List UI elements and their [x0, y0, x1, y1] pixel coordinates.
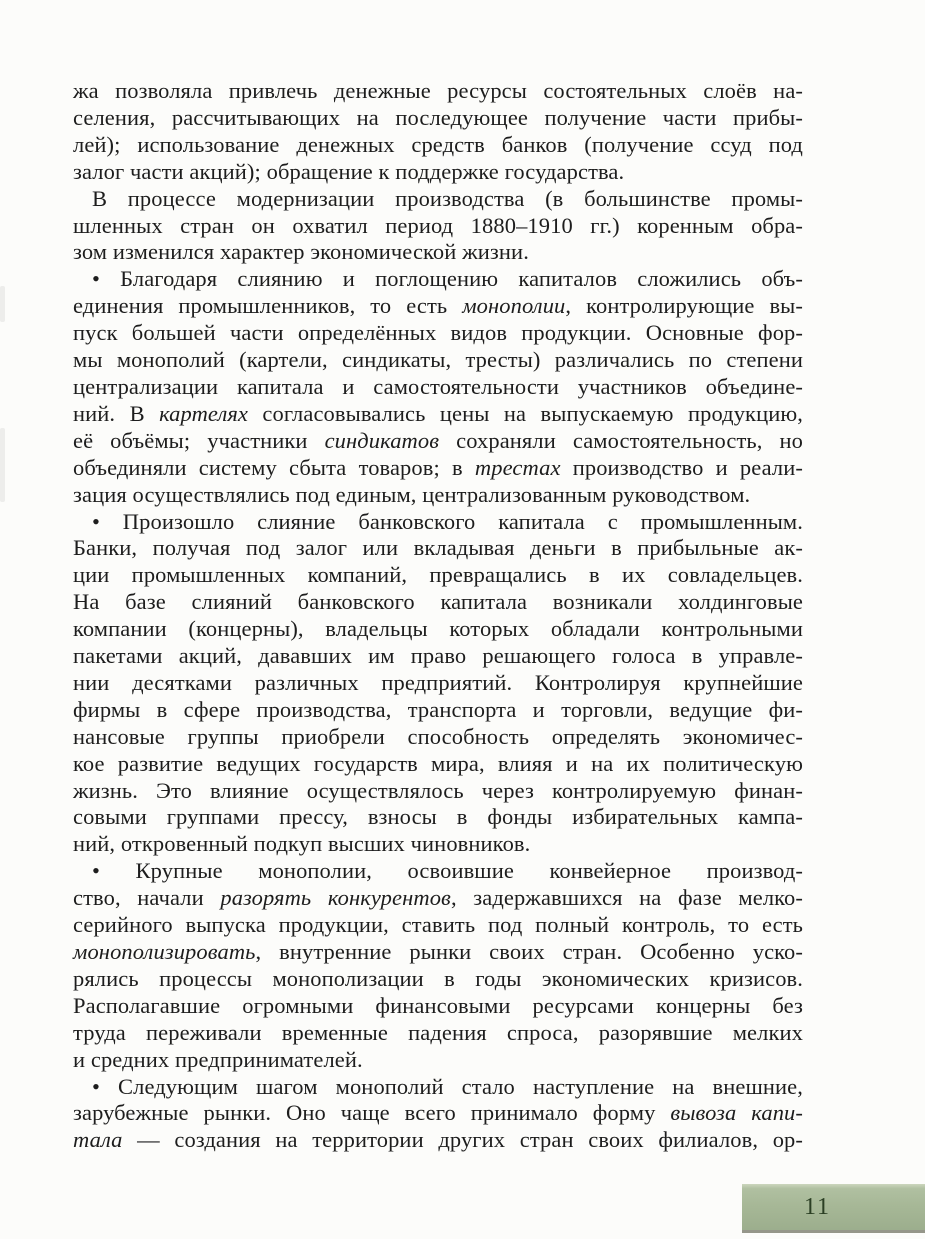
text-run: производство и реали- [560, 454, 803, 480]
text-line [73, 589, 803, 616]
text-run: сохраняли самостоятельность, но [439, 427, 803, 453]
italic-text-run: вывоза капи- [670, 1100, 803, 1126]
scan-edge-artifact [0, 286, 5, 322]
paragraph-bullet-monopolies [73, 266, 803, 508]
text-run: — создания на территории других стран своих филиалов, ор- [122, 1127, 803, 1153]
text-run: её объёмы; участники [73, 427, 325, 453]
text-run: нансовые группы приобрели способность определять экономичес- [73, 723, 803, 749]
text-run: пакетами акций, дававших им право решающего голоса в управле- [73, 643, 803, 669]
text-run: жа позволяла привлечь денежные ресурсы состоятельных слоёв на- [73, 78, 803, 103]
text-line [73, 616, 803, 643]
text-run: • Следующим шагом монополий стало наступление на внешние, [92, 1073, 803, 1099]
text-line [73, 751, 803, 778]
text-line [73, 213, 803, 240]
text-run: • Крупные монополии, освоившие конвейерное производ- [92, 858, 803, 884]
text-run: • Благодаря слиянию и поглощению капиталов сложились объ- [92, 266, 803, 292]
paragraph-bullet-foreign-markets [73, 1074, 803, 1155]
text-run: жизнь. Это влияние осуществлялось через контролируемую финан- [73, 777, 803, 803]
text-line [73, 105, 803, 132]
text-run: , внутренние рынки своих стран. Особенно уско- [255, 939, 803, 964]
text-line [73, 509, 803, 536]
text-line [73, 670, 803, 697]
text-run: и средних предпринимателей. [73, 1046, 363, 1072]
text-run: , задержавшихся на фазе мелко- [450, 885, 803, 911]
paragraph-modernization [73, 186, 803, 267]
text-line [73, 1100, 803, 1127]
text-line [73, 239, 803, 266]
text-run: ний. В [73, 400, 160, 426]
text-line [73, 804, 803, 831]
text-run: лей); использование денежных средств банков (получение ссуд под [73, 131, 803, 157]
text-run: • Произошло слияние банковского капитала с промышленным. [92, 508, 803, 534]
italic-text-run: картелях [159, 400, 249, 426]
italic-text-run: монополии [462, 293, 566, 319]
text-run: ции промышленных компаний, превращались в их совладельцев. [73, 562, 803, 588]
text-column [73, 78, 803, 1154]
text-line [73, 293, 803, 320]
text-run: зация осуществлялись под единым, централизованным руководством. [73, 481, 751, 507]
page-number-box [742, 1184, 925, 1233]
italic-text-run: разорять конкурентов [220, 885, 451, 911]
text-run: пуск большей части определённых видов продукции. Основные фор- [73, 320, 803, 346]
text-line [73, 1127, 803, 1154]
text-run: , контролирующие вы- [565, 293, 803, 319]
text-line [73, 885, 803, 912]
text-run: залог части акций); обращение к поддержке государства. [73, 158, 625, 184]
text-run: Банки, получая под залог или вкладывая деньги в прибыльные ак- [73, 535, 803, 561]
text-line [73, 428, 803, 455]
text-line [73, 266, 803, 293]
text-line [73, 78, 803, 105]
text-line [73, 697, 803, 724]
text-line [73, 643, 803, 670]
text-line [73, 1047, 803, 1074]
text-line [73, 562, 803, 589]
text-line [73, 966, 803, 993]
text-line [73, 912, 803, 939]
text-run: зом изменился характер экономической жизни. [73, 239, 529, 265]
text-line [73, 159, 803, 186]
paragraph-continuation [73, 78, 803, 186]
text-line [73, 724, 803, 751]
text-run: На базе слияний банковского капитала возникали холдинговые [73, 589, 803, 615]
text-line [73, 778, 803, 805]
text-run: фирмы в сфере производства, транспорта и торговли, ведущие фи- [73, 696, 803, 722]
text-run: централизации капитала и самостоятельности участников объедине- [73, 373, 803, 399]
italic-text-run: синдикатов [324, 427, 440, 453]
text-line [73, 482, 803, 509]
italic-text-run: тала [73, 1127, 123, 1153]
text-run: единения промышленников, то есть [73, 293, 463, 319]
text-line [73, 1020, 803, 1047]
text-line [73, 831, 803, 858]
text-run: шленных стран он охватил период 1880–1910 гг.) коренным обра- [73, 212, 803, 238]
text-run: рялись процессы монополизации в годы экономических кризисов. [73, 965, 803, 991]
text-line [73, 320, 803, 347]
text-run: объединяли систему сбыта товаров; в [73, 454, 475, 480]
text-line [73, 939, 803, 966]
scan-edge-artifact [0, 428, 5, 502]
text-run: нии десятками различных предприятий. Контролируя крупнейшие [73, 669, 803, 695]
text-line [73, 535, 803, 562]
text-run: ний, откровенный подкуп высших чиновников. [73, 831, 531, 857]
italic-text-run: монополизировать [73, 939, 256, 964]
text-line [73, 374, 803, 401]
text-line [73, 132, 803, 159]
text-line [73, 401, 803, 428]
page-number: 11 [803, 1193, 832, 1220]
text-line [73, 455, 803, 482]
text-run: компании (концерны), владельцы которых обладали контрольными [73, 616, 803, 642]
paragraph-bullet-large-monopolies [73, 858, 803, 1073]
text-run: Располагавшие огромными финансовыми ресурсами концерны без [73, 992, 803, 1018]
italic-text-run: трестах [474, 454, 561, 480]
text-line [73, 347, 803, 374]
text-run: труда переживали временные падения спроса, разорявшие мелких [73, 1019, 803, 1045]
text-line [73, 858, 803, 885]
text-line [73, 993, 803, 1020]
text-run: совыми группами прессу, взносы в фонды избирательных кампа- [73, 804, 803, 830]
text-run: серийного выпуска продукции, ставить под полный контроль, то есть [73, 912, 803, 938]
paragraph-bullet-bank-capital [73, 509, 803, 859]
text-run: согласовывались цены на выпускаемую продукцию, [248, 400, 803, 426]
text-line [73, 186, 803, 213]
text-run: В процессе модернизации производства (в большинстве промы- [92, 185, 803, 211]
text-run: мы монополий (картели, синдикаты, тресты) различались по степени [73, 347, 803, 373]
text-run: ство, начали [73, 885, 221, 911]
text-line [73, 1074, 803, 1101]
text-run: кое развитие ведущих государств мира, влияя и на их политическую [73, 750, 803, 776]
text-run: зарубежные рынки. Оно чаще всего принимало форму [73, 1100, 671, 1126]
text-run: селения, рассчитывающих на последующее получение части прибы- [73, 104, 803, 130]
